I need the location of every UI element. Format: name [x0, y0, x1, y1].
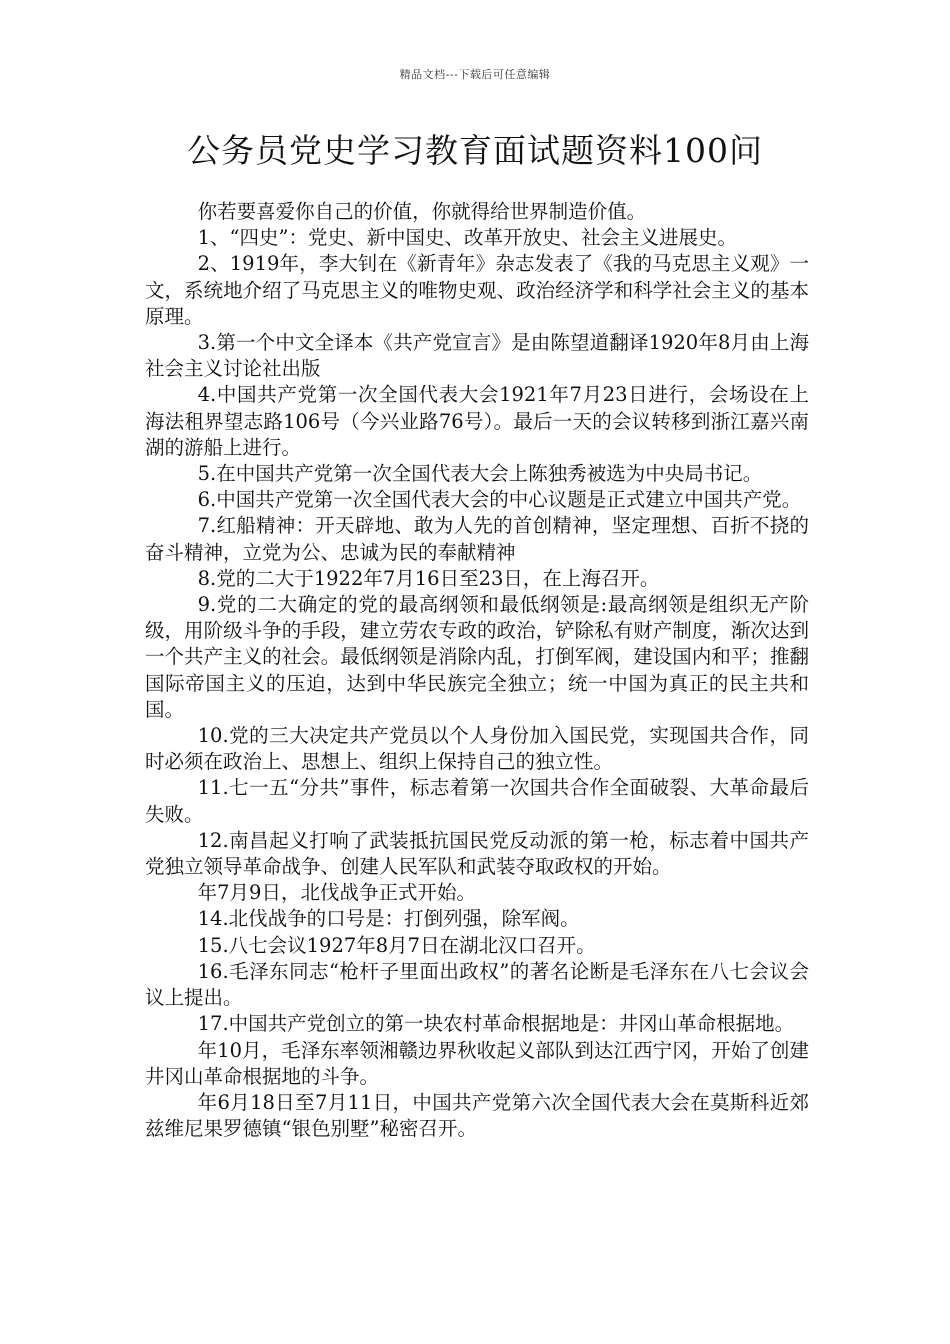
paragraph-item-5: 5.在中国共产党第一次全国代表大会上陈独秀被选为中央局书记。 — [197, 462, 763, 486]
paragraph-item-12: 12.南昌起义打响了武装抵抗国民党反动派的第一枪，标志着中国共产党独立领导革命战争、创建人民军队和武装夺取政权的开始。 — [145, 828, 809, 879]
paragraph-item-14: 14.北伐战争的口号是：打倒列强，除军阀。 — [197, 907, 580, 931]
paragraph-item-18: 年10月，毛泽东率领湘赣边界秋收起义部队到达江西宁冈，开始了创建井冈山革命根据地的斗争。 — [145, 1038, 809, 1088]
paragraph-item-15: 15.八七会议1927年8月7日在湖北汉口召开。 — [197, 933, 596, 957]
paragraph-item-10: 10.党的三大决定共产党员以个人身份加入国民党，实现国共合作，同时必须在政治上、思想上、组织上保持自己的独立性。 — [145, 724, 809, 774]
paragraph-intro: 你若要喜爱你自己的价值，你就得给世界制造价值。 — [197, 200, 647, 223]
paragraph-item-13: 年7月9日，北伐战争正式开始。 — [197, 881, 476, 905]
paragraph-item-8: 8.党的二大于1922年7月16日至23日，在上海召开。 — [197, 566, 660, 590]
paragraph-item-1: 1、“四史”：党史、新中国史、改革开放史、社会主义进展史。 — [197, 226, 737, 250]
paragraph-item-2: 2、1919年，李大钊在《新青年》杂志发表了《我的马克思主义观》一文，系统地介绍了马克思主义的唯物史观、政治经济学和科学社会主义的基本原理。 — [145, 252, 809, 328]
paragraph-item-19: 年6月18日至7月11日，中国共产党第六次全国代表大会在莫斯科近郊兹维尼果罗德镇“银色别墅”秘密召开。 — [145, 1090, 809, 1141]
page-header-note: 精品文档---下载后可任意编辑 — [399, 68, 551, 81]
paragraph-item-16: 16.毛泽东同志“枪杆子里面出政权”的著名论断是毛泽东在八七会议会议上提出。 — [145, 959, 809, 1010]
paragraph-item-11: 11.七一五“分共”事件，标志着第一次国共合作全面破裂、大革命最后失败。 — [145, 776, 809, 826]
paragraph-item-17: 17.中国共产党创立的第一块农村革命根据地是：井冈山革命根据地。 — [197, 1012, 795, 1036]
document-title: 公务员党史学习教育面试题资料100问 — [187, 131, 763, 170]
paragraph-item-4: 4.中国共产党第一次全国代表大会1921年7月23日进行，会场设在上海法租界望志路106号（今兴业路76号）。最后一天的会议转移到浙江嘉兴南湖的游船上进行。 — [145, 383, 809, 459]
document-body — [145, 199, 809, 1142]
paragraph-item-7: 7.红船精神：开天辟地、敢为人先的首创精神，坚定理想、百折不挠的奋斗精神，立党为公、忠诚为民的奉献精神 — [145, 514, 809, 564]
paragraph-item-3: 3.第一个中文全译本《共产党宣言》是由陈望道翻译1920年8月由上海社会主义讨论社出版 — [145, 331, 809, 381]
paragraph-item-6: 6.中国共产党第一次全国代表大会的中心议题是正式建立中国共产党。 — [197, 488, 802, 512]
paragraph-item-9: 9.党的二大确定的党的最高纲领和最低纲领是:最高纲领是组织无产阶级，用阶级斗争的手段，建立劳农专政的政治，铲除私有财产制度，渐次达到一个共产主义的社会。最低纲领是消除内乱，打倒军阀，建设国内和平；推翻国际帝国主义的压迫，达到中华民族完全独立；统一中国为真正的民主共和国。 — [145, 593, 809, 721]
